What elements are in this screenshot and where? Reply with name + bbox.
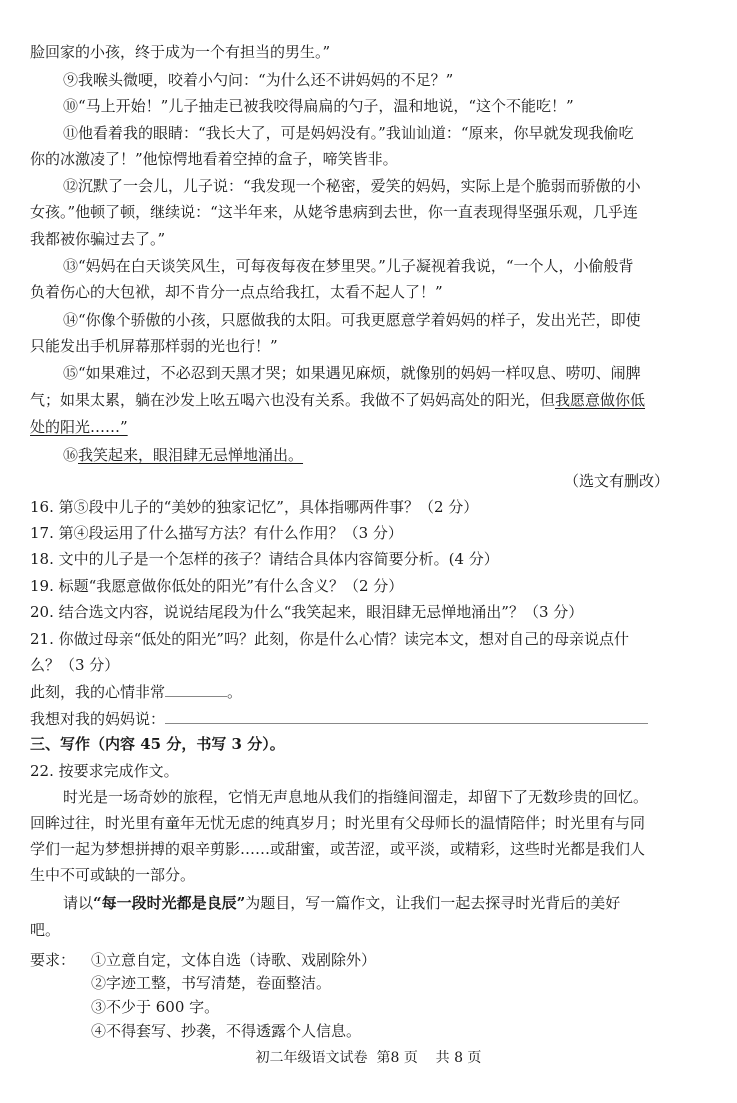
question-20: 20. 结合选文内容，说说结尾段为什么“我笑起来，眼泪肆无忌惮地涌出”？（3 分） <box>30 603 584 621</box>
mood-prefix: 此刻，我的心情非常 <box>30 683 166 701</box>
say-blank[interactable] <box>165 709 648 724</box>
requirements-label: 要求： <box>30 951 76 969</box>
underlined-text: 我愿意做你低 <box>555 391 646 409</box>
passage-line: 只能发出手机屏幕那样弱的光也行！” <box>30 337 278 355</box>
paragraph-15: ⑮“如果难过，不必忍到天黑才哭；如果遇见麻烦，就像别的妈妈一样叹息、唠叨、闹脾 <box>63 364 641 382</box>
question-16: 16. 第⑤段中儿子的“美妙的独家记忆”，具体指哪两件事？（2 分） <box>30 498 479 516</box>
question-21: 21. 你做过母亲“低处的阳光”吗？此刻，你是什么心情？读完本文，想对自己的母亲说点什 <box>30 630 629 648</box>
passage-line: 你的冰激凌了！”他惊愕地看着空掉的盒子，啼笑皆非。 <box>30 150 398 168</box>
text: 气；如果太累，躺在沙发上吆五喝六也没有关系。我做不了妈妈高处的阳光，但 <box>30 391 556 409</box>
paragraph-11: ⑪他看着我的眼睛：“我长大了，可是妈妈没有。”我讪讪道：“原来，你早就发现我偷吃 <box>63 124 634 142</box>
essay-title: “每一段时光都是良辰” <box>93 894 246 912</box>
underlined-text: 处的阳光……” <box>30 418 128 436</box>
mood-fill-in <box>30 682 242 701</box>
writing-prompt-end: 吧。 <box>30 921 61 939</box>
paragraph-number: ⑯ <box>63 446 79 464</box>
passage-line: 负着伤心的大包袱，却不肯分一点点给我扛，太看不起人了！” <box>30 283 443 301</box>
passage-line <box>30 418 128 436</box>
question-21-cont: 么？（3 分） <box>30 656 120 674</box>
passage-line <box>30 391 645 409</box>
paragraph-10: ⑩“马上开始！”儿子抽走已被我咬得扁扁的勺子，温和地说，“这个不能吃！” <box>63 97 574 115</box>
writing-intro: 回眸过往，时光里有童年无忧无虑的纯真岁月；时光里有父母师长的温情陪伴；时光里有与同 <box>30 814 646 832</box>
underlined-text: 我笑起来，眼泪肆无忌惮地涌出。 <box>78 446 304 464</box>
say-prefix: 我想对我的妈妈说： <box>30 710 166 728</box>
writing-prompt <box>63 894 620 912</box>
paragraph-12: ⑫沉默了一会儿，儿子说：“我发现一个秘密，爱笑的妈妈，实际上是个脆弱而骄傲的小 <box>63 177 641 195</box>
paragraph-14: ⑭“你像个骄傲的小孩，只愿做我的太阳。可我更愿意学着妈妈的样子，发出光芒，即使 <box>63 311 641 329</box>
paragraph-16 <box>63 446 303 464</box>
say-fill-in <box>30 709 648 728</box>
question-19: 19. 标题“我愿意做你低处的阳光”有什么含义？（2 分） <box>30 577 404 595</box>
requirement-3: ③不少于 600 字。 <box>91 998 220 1016</box>
mood-suffix: 。 <box>227 683 243 701</box>
writing-intro: 时光是一场奇妙的旅程，它悄无声息地从我们的指缝间溜走，却留下了无数珍贵的回忆。 <box>63 788 649 806</box>
text: 为题目，写一篇作文，让我们一起去探寻时光背后的美好 <box>245 894 621 912</box>
page-footer: 初二年级语文试卷 第8 页 共 8 页 <box>255 1050 482 1066</box>
writing-intro: 生中不可或缺的一部分。 <box>30 866 196 884</box>
source-note: （选文有删改） <box>563 472 669 490</box>
paragraph-9: ⑨我喉头微哽，咬着小勺问：“为什么还不讲妈妈的不足？” <box>63 71 454 89</box>
question-22: 22. 按要求完成作文。 <box>30 762 179 780</box>
passage-line: 我都被你骗过去了。” <box>30 230 166 248</box>
question-18: 18. 文中的儿子是一个怎样的孩子？请结合具体内容简要分析。(4 分） <box>30 550 499 568</box>
writing-intro: 学们一起为梦想拼搏的艰辛剪影……或甜蜜，或苦涩，或平淡，或精彩，这些时光都是我们人 <box>30 840 646 858</box>
passage-line: 脸回家的小孩，终于成为一个有担当的男生。” <box>30 43 331 61</box>
section-title: 三、写作（内容 45 分，书写 3 分）。 <box>30 735 285 753</box>
paragraph-13: ⑬“妈妈在白天谈笑风生，可每夜每夜在梦里哭。”儿子凝视着我说，“一个人，小偷般背 <box>63 257 634 275</box>
text: 请以 <box>63 894 94 912</box>
requirement-4: ④不得套写、抄袭，不得透露个人信息。 <box>91 1022 362 1040</box>
requirement-1: ①立意自定，文体自选（诗歌、戏剧除外） <box>91 951 377 969</box>
passage-line: 女孩。”他顿了顿，继续说：“这半年来，从姥爷患病到去世，你一直表现得坚强乐观，几乎连 <box>30 203 638 221</box>
mood-blank[interactable] <box>165 682 227 697</box>
question-17: 17. 第④段运用了什么描写方法？有什么作用？（3 分） <box>30 524 403 542</box>
requirement-2: ②字迹工整，书写清楚，卷面整洁。 <box>91 974 332 992</box>
